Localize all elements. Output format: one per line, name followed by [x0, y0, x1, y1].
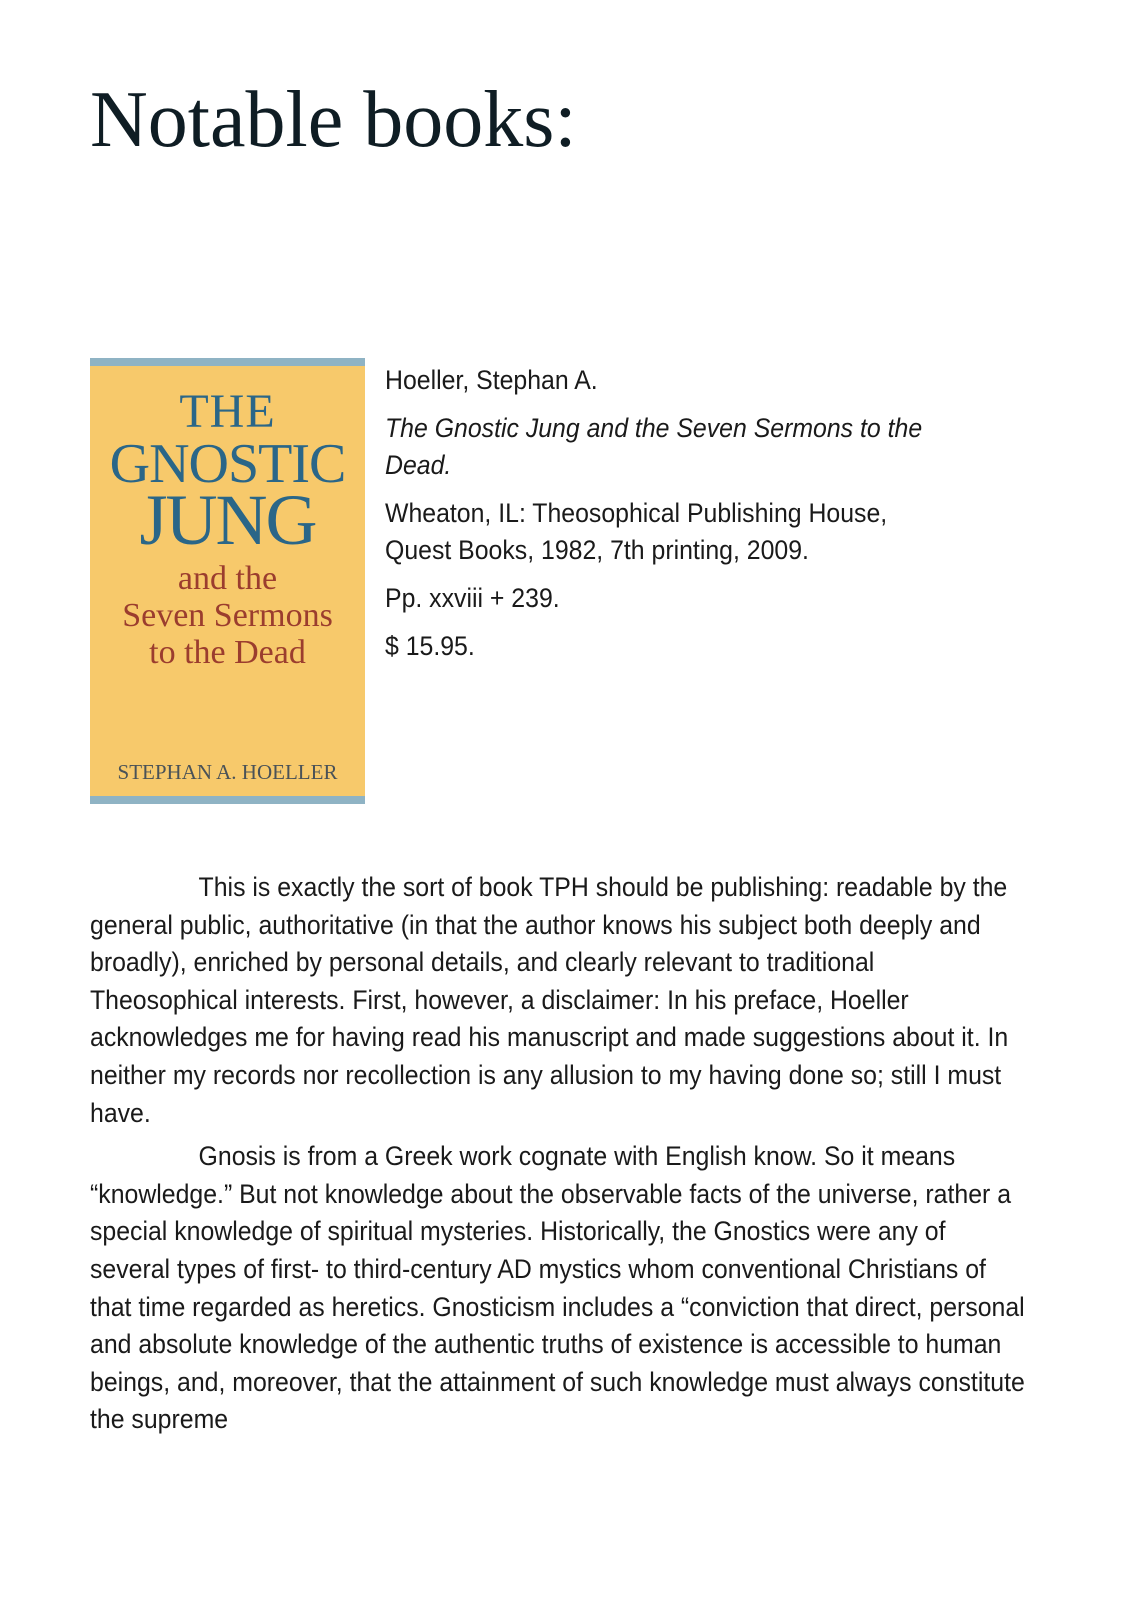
review-paragraph: This is exactly the sort of book TPH should be publishing: readable by the general public, authoritative (in that the author knows his subject both deeply and broadly), enriched by personal details, and clearly relevant to traditional Theosophical interests. First, however, a disclaimer: In his preface, Hoeller acknowledges me for having read his manuscript and made suggestions about it. In neither my records nor recollection is any allusion to my having done so; still I must have. [90, 872, 1009, 1128]
bib-price: $ 15.95. [385, 631, 475, 661]
bib-publisher [385, 495, 937, 569]
cover-title-gnostic: GNOSTIC [109, 433, 346, 495]
bib-pages: Pp. xxviii + 239. [385, 583, 560, 613]
bibliographic-entry [385, 362, 937, 676]
review-paragraph: Gnosis is from a Greek work cognate with English know. So it means “knowledge.” But not knowledge about the observable facts of the universe, rather a special knowledge of spiritual mysteries. Historically, the Gnostics were any of several types of first- to third-century AD mystics whom conventional Christians of that time regarded as heretics. Gnosticism includes a “conviction that direct, personal and absolute knowledge of the authentic truths of existence is accessible to human beings, and, moreover, that the attainment of such knowledge must always constitute the supreme [90, 1141, 1025, 1435]
bib-author: Hoeller, Stephan A. [385, 365, 598, 395]
bib-title: The Gnostic Jung and the Seven Sermons to the Dead. [385, 413, 923, 480]
review-body [90, 869, 1028, 1445]
cover-title-jung: JUNG [139, 480, 316, 560]
book-cover-image [90, 358, 365, 804]
page-title: Notable books: [90, 76, 577, 164]
cover-subtitle: and the Seven Sermons to the Dead [122, 560, 333, 671]
bib-publisher-line2: Quest Books, 1982, 7th printing, 2009. [385, 535, 809, 565]
cover-author: STEPHAN A. HOELLER [117, 760, 338, 784]
cover-title-the: THE [179, 385, 276, 438]
bib-publisher-line1: Wheaton, IL: Theosophical Publishing House, [385, 498, 888, 528]
